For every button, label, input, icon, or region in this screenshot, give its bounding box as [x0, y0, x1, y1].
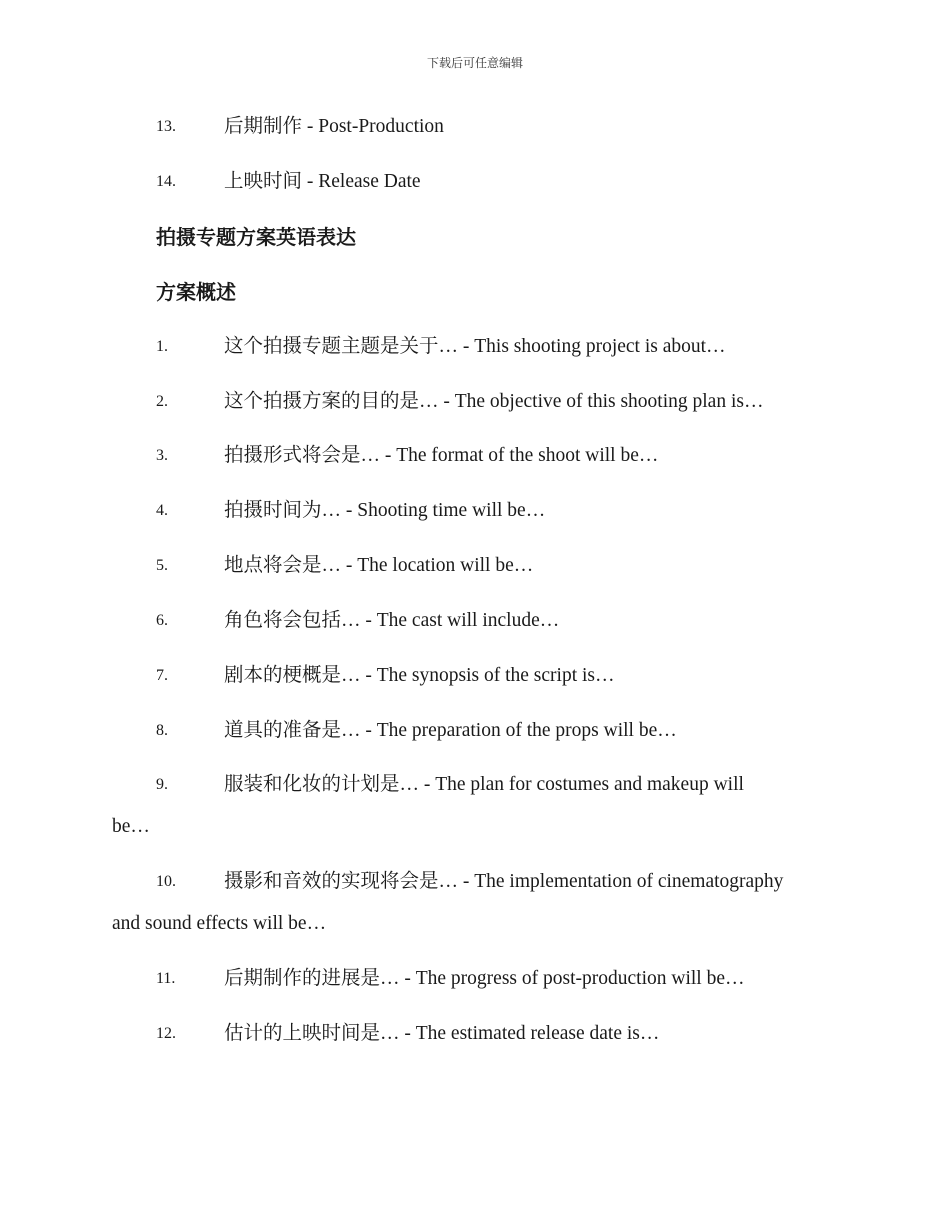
- subsection-title: 方案概述: [156, 280, 236, 304]
- list-item-text: 这个拍摄专题主题是关于… - This shooting project is about…: [224, 336, 726, 357]
- list-item-number: 11.: [156, 970, 176, 987]
- list-item-number: 10.: [156, 873, 176, 890]
- list-item-number: 13.: [156, 118, 176, 135]
- list-item-number: 7.: [156, 667, 168, 684]
- list-item-number: 4.: [156, 502, 168, 519]
- list-item-text: 后期制作的进展是… - The progress of post-production will be…: [224, 968, 745, 989]
- list-item-text: 角色将会包括… - The cast will include…: [224, 610, 560, 631]
- list-item-number: 2.: [156, 393, 168, 410]
- list-item-text: 摄影和音效的实现将会是… - The implementation of cinematography: [224, 871, 784, 892]
- list-item-number: 5.: [156, 557, 168, 574]
- page-header: 下载后可任意编辑: [426, 56, 523, 70]
- list-item-text: 道具的准备是… - The preparation of the props will be…: [224, 720, 677, 741]
- list-item-text: 这个拍摄方案的目的是… - The objective of this shooting plan is…: [224, 391, 764, 412]
- list-item-number: 14.: [156, 173, 176, 190]
- list-item-text: 服装和化妆的计划是… - The plan for costumes and makeup will: [224, 774, 744, 795]
- list-item-number: 8.: [156, 722, 168, 739]
- list-item-text: 地点将会是… - The location will be…: [224, 555, 534, 576]
- list-item-number: 3.: [156, 447, 168, 464]
- list-item-continuation: be…: [112, 816, 150, 837]
- list-item-continuation: and sound effects will be…: [112, 913, 327, 934]
- list-item-number: 1.: [156, 338, 168, 355]
- list-item-number: 6.: [156, 612, 168, 629]
- list-item-text: 剧本的梗概是… - The synopsis of the script is…: [224, 665, 615, 686]
- list-item-text: 后期制作 - Post-Production: [224, 116, 444, 137]
- list-item-text: 估计的上映时间是… - The estimated release date is…: [224, 1023, 660, 1044]
- list-item-number: 12.: [156, 1025, 176, 1042]
- list-item-text: 上映时间 - Release Date: [224, 171, 421, 192]
- list-item-text: 拍摄时间为… - Shooting time will be…: [224, 500, 546, 521]
- list-item-text: 拍摄形式将会是… - The format of the shoot will be…: [224, 445, 659, 466]
- section-title: 拍摄专题方案英语表达: [156, 225, 356, 249]
- list-item-number: 9.: [156, 776, 168, 793]
